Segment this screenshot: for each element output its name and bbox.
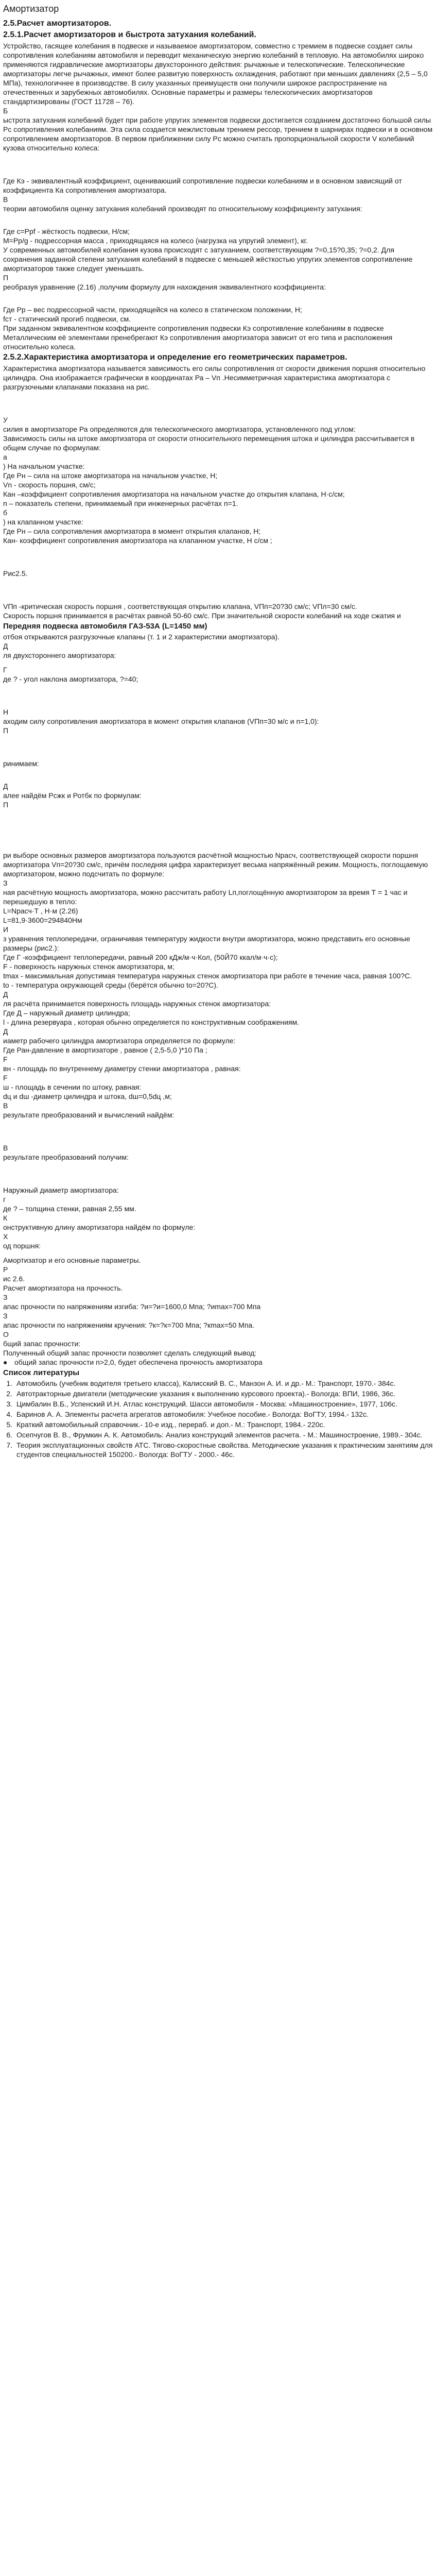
paragraph: де ? – толщина стенки, равная 2,55 мм. <box>3 1205 136 1213</box>
paragraph: З <box>3 1293 8 1301</box>
paragraph: де ? - угол наклона амортизатора, ?=40; <box>3 675 138 683</box>
paragraph: Полученный общий запас прочности позволяет сделать следующий вывод: <box>3 1349 257 1357</box>
paragraph: Скорость поршня принимается в расчётах равной 50-60 см/с. При значительной скорости колебаний на ходе сжатия и <box>3 612 401 620</box>
formula-spacer <box>3 545 433 569</box>
paragraph: F - поверхность наружных стенок амортизатора, м; <box>3 962 175 971</box>
paragraph: Где Рр – вес подрессорной части, приходящейся на колесо в статическом положении, Н; <box>3 306 302 314</box>
paragraph: В <box>3 1144 8 1152</box>
paragraph: fст - статический прогиб подвески, см. <box>3 315 131 323</box>
reference-text: Автотракторные двигатели (методические указания к выполнению курсового проекта).- Вологда: ВПИ, 1986, 36с. <box>16 1389 395 1398</box>
reference-item <box>3 1440 433 1459</box>
paragraph: П <box>3 726 9 735</box>
reference-text: Краткий автомобильный справочник.- 10-е изд., перераб. и доп.- М.: Транспорт, 1984.- 220с. <box>16 1420 325 1429</box>
formula-spacer <box>3 1250 433 1256</box>
section-heading: 2.5.1.Расчет амортизаторов и быстрота затухания колебаний. <box>3 30 256 39</box>
reference-number: 6. <box>6 1431 12 1439</box>
paragraph: Д <box>3 642 8 650</box>
document-body <box>3 18 433 1460</box>
paragraph: Где с=Ррf - жёсткость подвески, Н/см; <box>3 227 130 235</box>
paragraph: алее найдём Рсжк и Ротбк по формулам: <box>3 791 142 800</box>
paragraph: аходим силу сопротивления амортизатора в момент открытия клапанов (VПп=30 м/с и n=1,0): <box>3 717 319 725</box>
reference-item <box>3 1399 433 1409</box>
paragraph: вн - площадь по внутреннему диаметру стенки амортизатора , равная: <box>3 1064 241 1073</box>
paragraph: К <box>3 1214 8 1222</box>
paragraph: Где Кэ - эквивалентный коэффициент, оцениваюший сопротивление подвески колебаниям и в основном зависящий от коэффициента Ка сопротивления амортизатора. <box>3 177 404 194</box>
paragraph: онструктивную длину амортизатора найдём по формуле: <box>3 1223 196 1231</box>
paragraph: О <box>3 1330 9 1338</box>
paragraph: ) На начальном участке: <box>3 462 85 470</box>
paragraph: З <box>3 1312 8 1320</box>
reference-text: Баринов А. А. Элементы расчета агрегатов автомобиля: Учебное пособие.- Вологда: ВоГТУ, 1994.- 132с. <box>16 1410 369 1418</box>
paragraph: од поршня: <box>3 1242 41 1250</box>
paragraph: ыстрота затухания колебаний будет при работе упругих элементов подвески достигается созданием достаточно большой силы Рс сопротивления колебаниям. Эта сила создается межлистовым трением рессор, трением в шарнирах подвески и в основном сопротивлением амортизаторов. В первом приближении силу Рс можно считать пропорциональной скорости V колебаний кузова относительно колеса: <box>3 116 434 152</box>
formula-spacer <box>3 578 433 602</box>
paragraph: Где Г -коэффициент теплопередачи, равный 200 кДж/м·ч·Кол, (50Й70 ккал/м·ч·с); <box>3 953 278 961</box>
reference-item <box>3 1389 433 1398</box>
bullet-text: общий запас прочности n>2,0, будет обеспечена прочность амортизатора <box>14 1358 263 1366</box>
paragraph: Характеристика амортизатора называется зависимость его силы сопротивления от скорости движения поршня относительно цилиндра. Она изображается графически в координатах Ра – Vп .Несимметричная характеристика амортизатора с разгрузочными клапанами показана на рис. <box>3 364 428 391</box>
paragraph: L=81,9·3600=294840Нм <box>3 916 82 924</box>
paragraph: Д <box>3 1027 8 1036</box>
paragraph: l - длина резервуара , которая обычно определяется по конструктивным соображениям. <box>3 1018 300 1026</box>
paragraph: отбоя открываются разгрузочные клапаны (т. 1 и 2 характеристики амортизатора). <box>3 633 280 641</box>
paragraph: to - температура окружающей среды (берётся обычно to=20?С). <box>3 981 218 989</box>
paragraph: Х <box>3 1232 8 1241</box>
paragraph: F <box>3 1055 8 1063</box>
formula-spacer <box>3 684 433 707</box>
formula-spacer <box>3 213 433 227</box>
paragraph: бщий запас прочности: <box>3 1340 81 1348</box>
paragraph: F <box>3 1074 8 1082</box>
paragraph: теории автомобиля оценку затухания колебаний производят по относительному коэффициенту затухания: <box>3 205 362 213</box>
reference-item <box>3 1430 433 1439</box>
paragraph: Д <box>3 782 8 790</box>
paragraph: Где Д – наружный диаметр цилиндра; <box>3 1009 130 1017</box>
paragraph: И <box>3 925 9 934</box>
paragraph: ш - площадь в сечении по штоку, равная: <box>3 1083 142 1091</box>
paragraph: Кан –коэффициент сопротивления амортизатора на начальном участке до открытия клапана, Н·с/см; <box>3 490 345 498</box>
paragraph: dц и dш -диаметр цилиндра и штока, dш=0,5dц ,м; <box>3 1092 172 1100</box>
reference-number: 7. <box>6 1441 12 1449</box>
paragraph: Устройство, гасящее колебания в подвеске и называемое амортизатором, совместно с тремием в подвеске создает силы сопротивления колебаниям автомобиля и переводит механическую энергию колебаний в тепловую. На автомобилях широко применяются гидравлические амортизаторы двухсторонного действия: рычажные и телескопические. Телескопические амортизаторы легче рычажных, имеют более развитую поверхность охлаждения, работают при меньших давлениях (2,5 – 5,0 МПа), технологичнее в производстве. В силу указанных преимуществ они получили широкое распространение на отечественных и зарубежных автомобилях. Основные параметры и размеры телескопических амортизаторов стандартизированы (ГОСТ 11728 – 76). <box>3 42 430 106</box>
paragraph: результате преобразований получим: <box>3 1153 129 1161</box>
formula-spacer <box>3 809 433 851</box>
paragraph: апас прочности по напряжениям кручения: ?к=?к=700 Мпа; ?кmax=50 Мпа. <box>3 1321 255 1329</box>
reference-item <box>3 1410 433 1419</box>
paragraph: Н <box>3 708 9 716</box>
paragraph: В <box>3 195 8 204</box>
paragraph: Расчет амортизатора на прочность. <box>3 1284 123 1292</box>
paragraph: Кан- коэффициент сопротивления амортизатора на клапанном участке, Н с/см ; <box>3 536 272 545</box>
paragraph: В <box>3 1101 8 1110</box>
paragraph: ри выборе основных размеров амортизатора пользуются расчётной мощностью Nрасч, соответствующей скорости поршня амортизатора Vп=20?30 см/с, причём последняя цифра характеризует весьма напряжённый режим. Мощность, поглощаемую амортизатором, можно подсчитать по формуле: <box>3 851 430 878</box>
paragraph: VПп -критическая скорость поршня , соответствующая открытию клапана, VПп=20?30 см/с; VПл=30 см/с. <box>3 602 357 611</box>
section-heading: 2.5.2.Характеристика амортизатора и определение его геометрических параметров. <box>3 353 347 362</box>
reference-text: Осепчугов В. В., Фрумкин А. К. Автомобиль: Анализ конструкций элементов расчета. - М.: Машиностроение, 1989.- 304с. <box>16 1431 423 1439</box>
formula-spacer <box>3 735 433 759</box>
paragraph: Где Рн – сила сопротивления амортизатора в момент открытия клапанов, Н; <box>3 527 261 535</box>
paragraph: Р <box>3 1265 8 1274</box>
formula-spacer <box>3 152 433 176</box>
reference-list <box>3 1379 433 1459</box>
bullet-icon: ● <box>3 1358 8 1366</box>
paragraph: M=Pp/g - подрессорная масса , приходящаяся на колесо (нагрузка на упругий элемент), кг. <box>3 236 308 245</box>
formula-spacer <box>3 392 433 415</box>
document-title: Амортизатор <box>3 4 59 14</box>
reference-text: Автомобиль (учебник водителя третьего класса), Калисский В. С., Манзон А. И. и др.- М.: Транспорт, 1970.- 384с. <box>16 1379 396 1387</box>
paragraph: У современных автомобилей колебания кузова происходят с затуханием, соответствующим ?=0,15?0,35; ?=0,2. Для сохранения заданной степени затухания колебаний в подвеске с меньшей жёсткостью упругих элементов сопротивление амортизаторов также следует уменьшать. <box>3 246 415 273</box>
reference-number: 1. <box>6 1379 12 1387</box>
formula-spacer <box>3 768 433 782</box>
section-heading: 2.5.Расчет амортизаторов. <box>3 19 112 28</box>
paragraph: ) на клапанном участке: <box>3 518 83 526</box>
paragraph: Где Рн – сила на штоке амортизатора на начальном участке, Н; <box>3 471 218 480</box>
reference-number: 5. <box>6 1420 12 1429</box>
paragraph: ринимаем: <box>3 759 39 768</box>
paragraph: Б <box>3 107 8 115</box>
paragraph: При заданном эквивалентном коэффициенте сопротивления подвески Кэ сопротивление колебаниям в подвеске Металлическим её элементами пренебрегают Кэ сопротивления амортизатора зависит от его типа и расположения относительно колеса. <box>3 324 395 351</box>
paragraph: силия в амортизаторе Ра определяются для телескопического амортизатора, установленного под углом: <box>3 425 356 433</box>
paragraph: L=Nрасч·Т , Н·м (2.26) <box>3 907 78 915</box>
reference-item <box>3 1379 433 1388</box>
paragraph: ис 2.6. <box>3 1275 25 1283</box>
paragraph: Где Ран-давление в амортизаторе , равное ( 2,5-5,0 )*10 Па ; <box>3 1046 207 1054</box>
reference-item <box>3 1420 433 1429</box>
formula-spacer <box>3 1162 433 1185</box>
reference-number: 4. <box>6 1410 12 1418</box>
paragraph: реобразуя уравнение (2.16) ,получим формулу для нахождения эквивалентного коэффициента: <box>3 283 326 291</box>
reference-number: 2. <box>6 1389 12 1398</box>
bullet-item <box>3 1358 433 1367</box>
formula-spacer <box>3 1120 433 1143</box>
formula-spacer <box>3 292 433 305</box>
paragraph: Амортизатор и его основные параметры. <box>3 1256 141 1264</box>
formula-spacer <box>3 660 433 665</box>
paragraph: Зависимость силы на штоке амортизатора от скорости относительного перемещения штока и цилиндра рассчитывается в общем случае по формулам: <box>3 434 417 452</box>
paragraph: б <box>3 509 8 517</box>
reference-text: Теория эксплуатационных свойств АТС. Тягово-скоростные свойства. Методические указания к практическим занятиям для студентов специальностей 150200.- Вологда: ВоГТУ - 2000.- 46с. <box>16 1441 433 1459</box>
paragraph: Г <box>3 666 7 674</box>
paragraph: апас прочности по напряжениям изгиба: ?и=?и=1600,0 Мпа; ?иmax=700 Мпа <box>3 1302 261 1311</box>
section-heading: Передняя подвеска автомобиля ГАЗ-53А (L=1450 мм) <box>3 622 207 631</box>
reference-number: 3. <box>6 1400 12 1408</box>
paragraph: результате преобразований и вычислений найдём: <box>3 1111 175 1119</box>
paragraph: ная расчётную мощность амортизатора, можно рассчитать работу Lп,поглощённую амортизатором за время Т = 1 час и перешедшую в тепло: <box>3 888 410 906</box>
reference-text: Цимбалин В.Б., Успенский И.Н. Атлас конструкций. Шасси автомобиля - Москва: «Машиностроение», 1977, 106с. <box>16 1400 397 1408</box>
paragraph: Vn - скорость поршня, см/с; <box>3 481 96 489</box>
paragraph: з уравнения теплопередачи, ограничивая температуру жидкости внутри амортизатора, можно представить его основные размеры (рис2.): <box>3 935 412 952</box>
paragraph: ля расчёта принимается поверхность площадь наружных стенок амортизатора: <box>3 999 271 1008</box>
paragraph: У <box>3 416 8 424</box>
paragraph: г <box>3 1195 6 1204</box>
paragraph: З <box>3 879 8 887</box>
paragraph: Рис2.5. <box>3 569 28 578</box>
section-heading: Список литературы <box>3 1368 80 1377</box>
paragraph: ля двухстороннего амортизатора: <box>3 651 116 659</box>
paragraph: Д <box>3 990 8 998</box>
paragraph: Наружный диаметр амортизатора: <box>3 1186 119 1194</box>
paragraph: tmax - максимальная допустимая температура наружных стенок амортизатора при работе в течение часа, равная 100?С. <box>3 972 412 980</box>
paragraph: П <box>3 801 9 809</box>
paragraph: n – показатель степени, принимаемый при инженерных расчётах n=1. <box>3 499 238 507</box>
paragraph: а <box>3 453 7 461</box>
paragraph: иаметр рабочего цилиндра амортизатора определяется по формуле: <box>3 1037 236 1045</box>
paragraph: П <box>3 274 9 282</box>
